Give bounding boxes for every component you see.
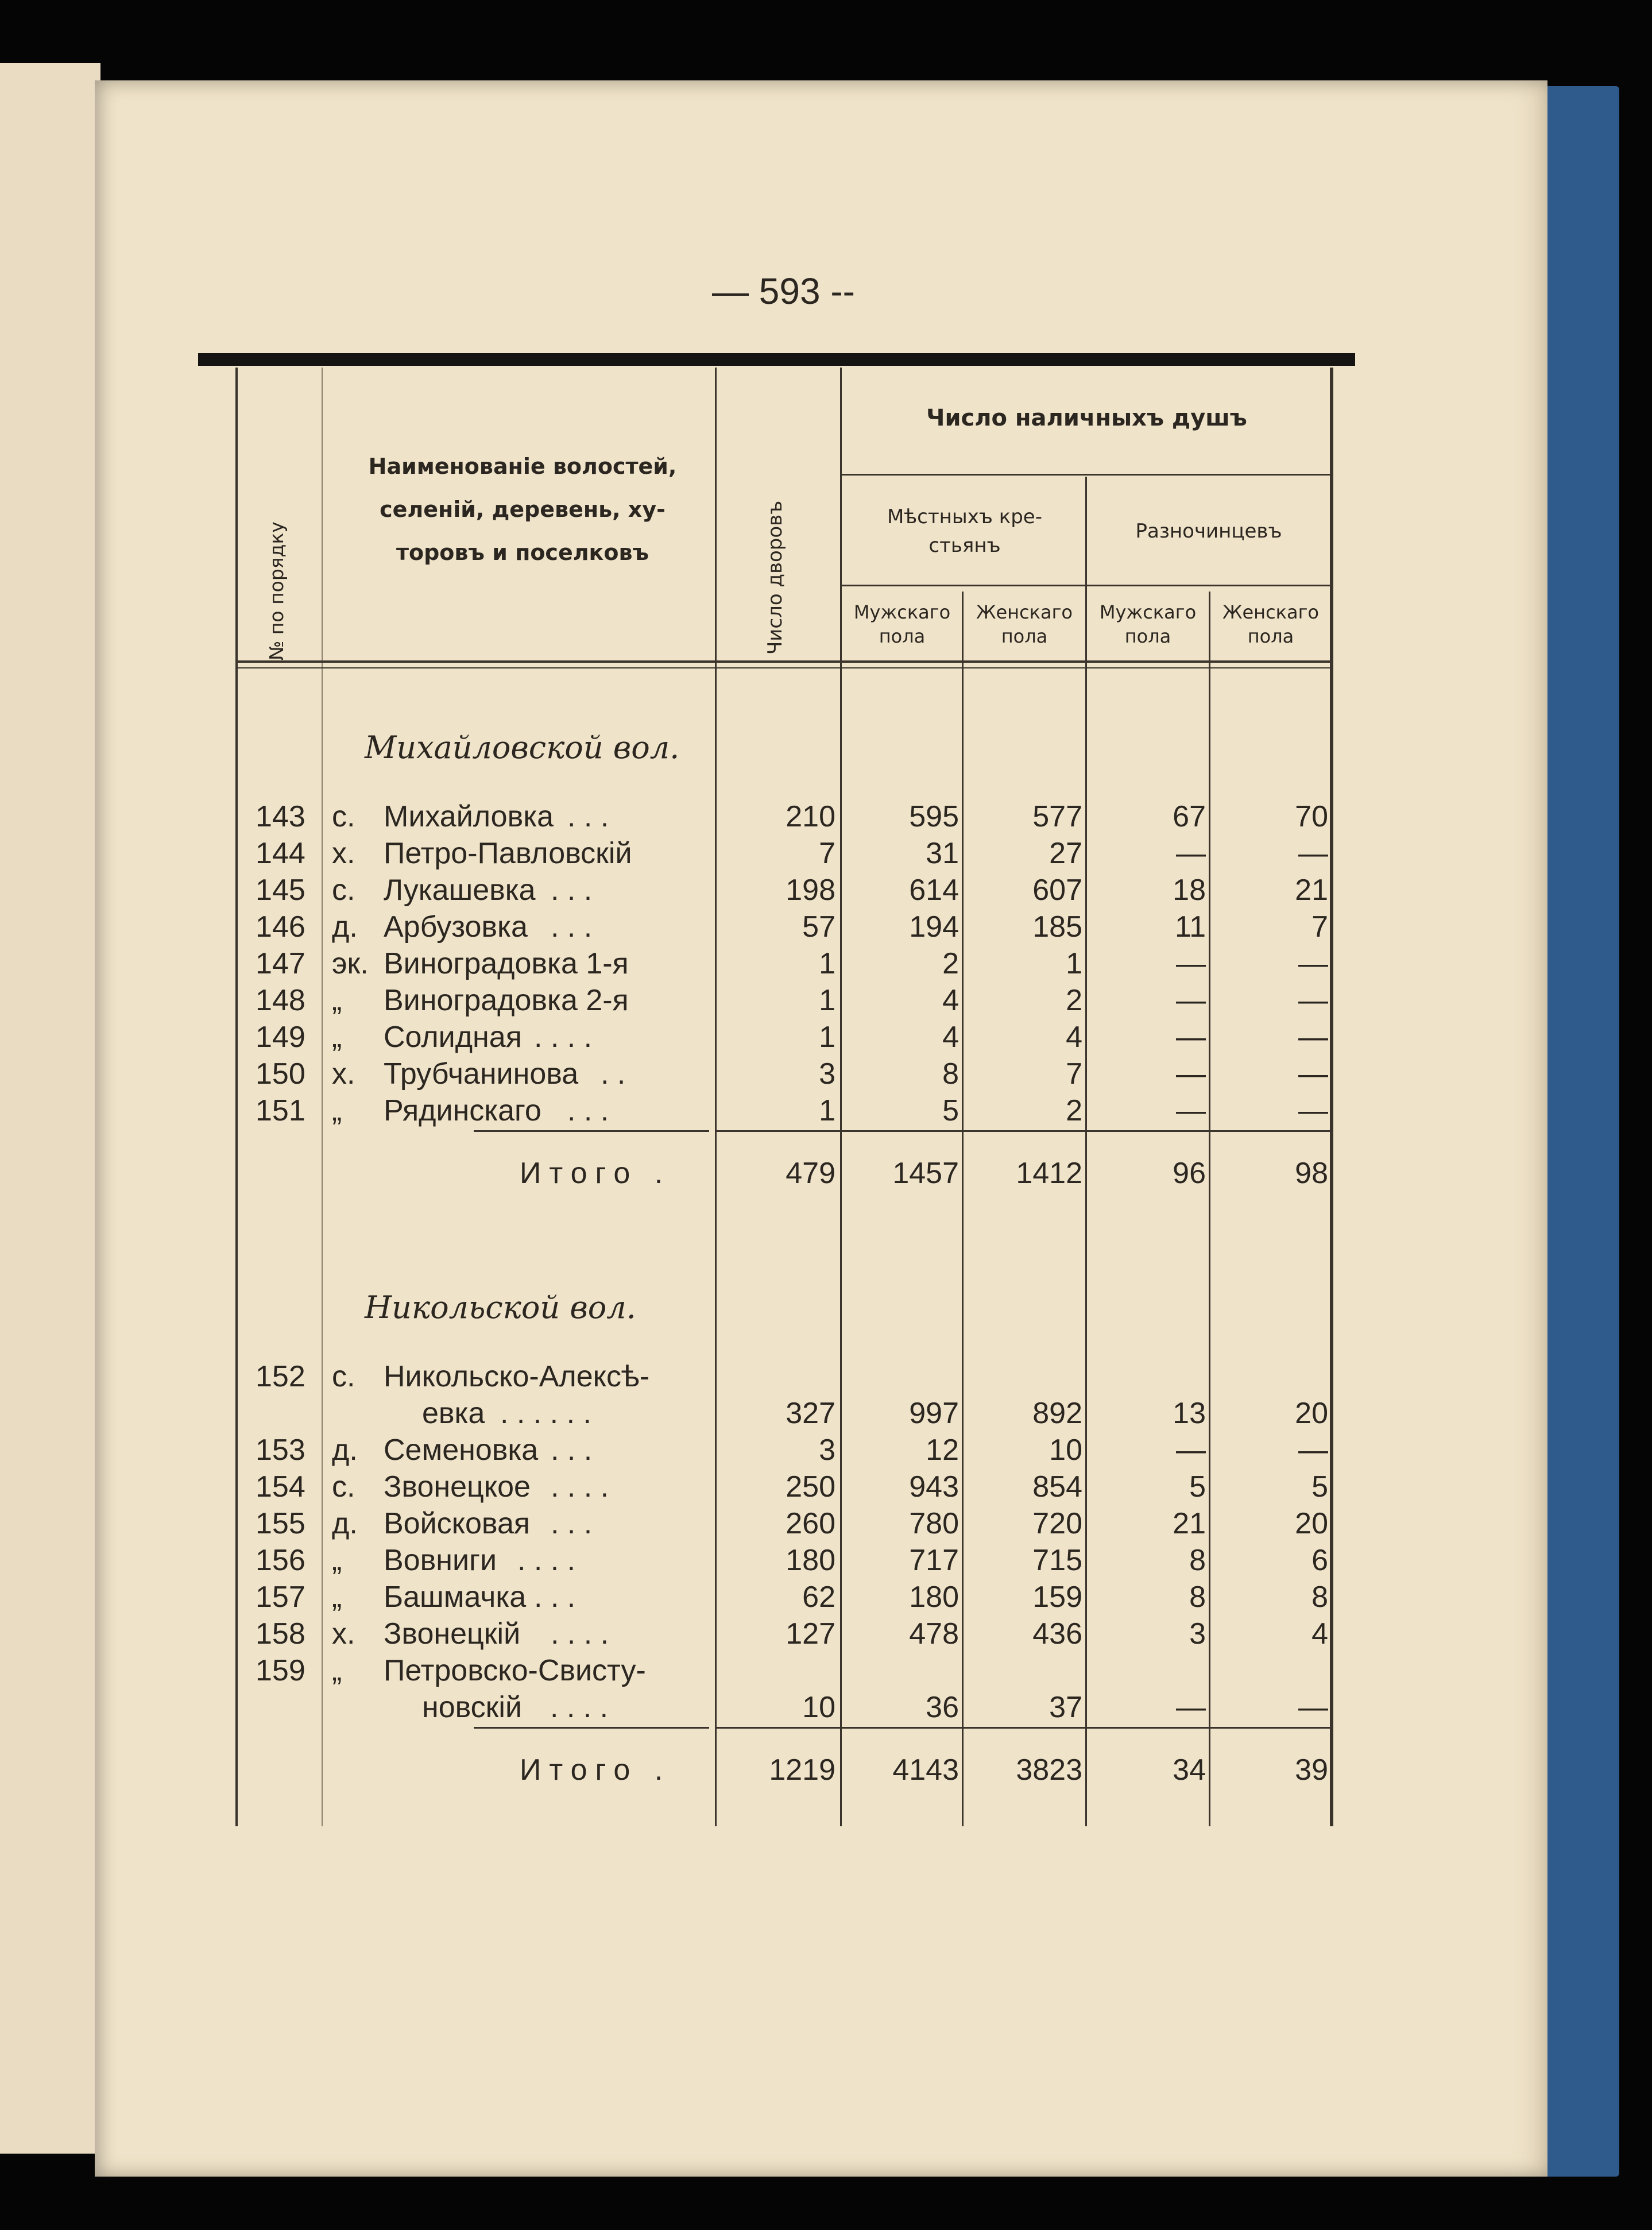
cell-razn-m: 34	[1173, 1753, 1206, 1787]
cell-local-f: 1412	[1016, 1157, 1082, 1190]
page-number: — 593 --	[712, 270, 855, 312]
cell-households: 10	[802, 1691, 835, 1724]
table-row-continued	[0, 1395, 1344, 1432]
table-row-continued	[0, 1689, 1344, 1726]
cell-local-f: 607	[1032, 874, 1082, 907]
header-col-souls: Число наличныхъ душъ	[926, 405, 1247, 431]
cell-name: Арбузовка	[384, 910, 528, 944]
cell-razn-m: —	[1176, 1057, 1206, 1091]
table-row	[0, 945, 1344, 982]
cell-razn-m: —	[1176, 1094, 1206, 1127]
cell-number: 146	[256, 910, 305, 944]
total-row	[0, 1155, 1344, 1192]
cell-local-f: 2	[1066, 1094, 1082, 1127]
cell-local-f: 715	[1032, 1544, 1082, 1577]
cell-local-f: 2	[1066, 984, 1082, 1017]
cell-razn-f: —	[1298, 1057, 1328, 1091]
cell-local-m: 1457	[892, 1157, 959, 1190]
cell-number: 153	[256, 1433, 305, 1467]
cell-local-m: 2	[942, 947, 959, 980]
cell-razn-f: —	[1298, 1691, 1328, 1724]
top-rule	[198, 353, 1355, 366]
cell-number: 148	[256, 984, 305, 1017]
cell-local-f: 4	[1066, 1021, 1082, 1054]
cell-dots: . . .	[551, 1433, 593, 1467]
cell-razn-m: —	[1176, 837, 1206, 870]
cell-prefix: х.	[332, 837, 355, 870]
cell-prefix: д.	[332, 910, 358, 944]
cell-local-m: 180	[909, 1580, 959, 1614]
table-row	[0, 1542, 1344, 1579]
table-row	[0, 982, 1344, 1019]
cell-local-m: 780	[909, 1507, 959, 1540]
table-row	[0, 1358, 1344, 1395]
cell-local-m: 4	[942, 1021, 959, 1054]
cell-razn-f: 21	[1295, 874, 1328, 907]
table-row	[0, 1468, 1344, 1505]
cell-number: 158	[256, 1617, 305, 1651]
cell-razn-m: 21	[1173, 1507, 1206, 1540]
cell-razn-m: 8	[1189, 1544, 1206, 1577]
cell-number: 150	[256, 1057, 305, 1091]
cell-local-f: 10	[1049, 1433, 1082, 1467]
cell-local-f: 7	[1066, 1057, 1082, 1091]
cell-local-m: 717	[909, 1544, 959, 1577]
cell-razn-f: —	[1298, 1433, 1328, 1467]
cell-name: Звонецкій	[384, 1617, 521, 1651]
cell-name: Звонецкое	[384, 1470, 531, 1504]
cell-households: 210	[786, 800, 835, 833]
cell-households: 250	[786, 1470, 835, 1504]
section-title: Михайловской вол.	[365, 729, 680, 766]
cell-prefix: „	[332, 1021, 342, 1054]
cell-local-f: 1	[1066, 947, 1082, 980]
cell-razn-f: —	[1298, 837, 1328, 870]
cell-name: Виноградовка 1-я	[384, 947, 629, 980]
cell-households: 180	[786, 1544, 835, 1577]
cell-local-m: 8	[942, 1057, 959, 1091]
cell-households: 7	[819, 837, 835, 870]
cell-prefix: х.	[332, 1057, 355, 1091]
cell-name-continued: евка	[422, 1397, 485, 1430]
table-row	[0, 835, 1344, 872]
cell-name: Солидная	[384, 1021, 522, 1054]
total-rule	[474, 1727, 709, 1729]
cell-households: 3	[819, 1057, 835, 1091]
cell-prefix: „	[332, 1654, 342, 1687]
cell-dots: . . .	[551, 910, 593, 944]
cell-local-m: 12	[926, 1433, 959, 1467]
table-row	[0, 909, 1344, 945]
total-label: Итого .	[520, 1753, 671, 1787]
cell-razn-m: —	[1176, 1691, 1206, 1724]
cell-dots: . . . .	[550, 1691, 609, 1724]
cell-name: Никольско-Алексѣ-	[384, 1360, 650, 1393]
cell-local-m: 4143	[892, 1753, 959, 1787]
table-row	[0, 1056, 1344, 1092]
cell-razn-m: 13	[1173, 1397, 1206, 1430]
cell-name-continued: новскій	[422, 1691, 523, 1724]
total-rule	[715, 1727, 1332, 1729]
cell-households: 1	[819, 947, 835, 980]
cell-razn-f: 4	[1311, 1617, 1328, 1651]
cell-razn-f: 7	[1311, 910, 1328, 944]
cell-razn-m: 18	[1173, 874, 1206, 907]
table-row	[0, 1019, 1344, 1056]
cell-local-f: 3823	[1016, 1753, 1082, 1787]
cell-local-f: 37	[1049, 1691, 1082, 1724]
cell-name: Петровско-Свисту-	[384, 1654, 646, 1687]
cell-households: 327	[786, 1397, 835, 1430]
cell-local-f: 720	[1032, 1507, 1082, 1540]
cell-number: 149	[256, 1021, 305, 1054]
cell-local-m: 31	[926, 837, 959, 870]
cell-number: 159	[256, 1654, 305, 1687]
cell-razn-m: 96	[1173, 1157, 1206, 1190]
cell-local-m: 943	[909, 1470, 959, 1504]
table-row	[0, 1579, 1344, 1616]
cell-prefix: д.	[332, 1433, 358, 1467]
header-rule	[840, 585, 1331, 586]
cell-number: 147	[256, 947, 305, 980]
table-row	[0, 1092, 1344, 1129]
cell-local-m: 595	[909, 800, 959, 833]
header-rule	[840, 474, 1331, 476]
header-bottom-rule	[235, 660, 1332, 663]
cell-households: 3	[819, 1433, 835, 1467]
cell-razn-f: 98	[1295, 1157, 1328, 1190]
cell-dots: . . . .	[517, 1544, 576, 1577]
cell-razn-f: 6	[1311, 1544, 1328, 1577]
cell-razn-f: 20	[1295, 1507, 1328, 1540]
cell-dots: . . .	[567, 1094, 609, 1127]
header-col-households: Число дворовъ	[764, 500, 787, 655]
cell-households: 57	[802, 910, 835, 944]
cell-name: Петро-Павловскій	[384, 837, 632, 870]
cell-name: Виноградовка 2-я	[384, 984, 629, 1017]
total-label: Итого .	[520, 1157, 671, 1190]
cell-number: 155	[256, 1507, 305, 1540]
cell-prefix: „	[332, 1580, 342, 1614]
cell-dots: . . .	[534, 1580, 576, 1614]
header-razn-male: Мужскаго пола	[1099, 601, 1197, 647]
cell-razn-f: 8	[1311, 1580, 1328, 1614]
header-razn-female: Женскаго пола	[1222, 601, 1319, 647]
cell-local-m: 614	[909, 874, 959, 907]
cell-number: 144	[256, 837, 305, 870]
cell-households: 198	[786, 874, 835, 907]
cell-local-f: 892	[1032, 1397, 1082, 1430]
cell-number: 151	[256, 1094, 305, 1127]
cell-dots: . . .	[551, 874, 593, 907]
table-row	[0, 1432, 1344, 1468]
cell-dots: . . . .	[551, 1617, 609, 1651]
cell-number: 157	[256, 1580, 305, 1614]
cell-households: 260	[786, 1507, 835, 1540]
cell-razn-m: —	[1176, 1021, 1206, 1054]
cell-households: 1	[819, 1094, 835, 1127]
header-col-local: Мѣстныхъ кре- стьянъ	[887, 505, 1042, 557]
cell-razn-f: 5	[1311, 1470, 1328, 1504]
cell-razn-m: —	[1176, 947, 1206, 980]
cell-name: Лукашевка	[384, 874, 536, 907]
cell-households: 127	[786, 1617, 835, 1651]
table-row	[0, 1652, 1344, 1689]
cell-razn-f: 39	[1295, 1753, 1328, 1787]
cell-dots: . . .	[567, 800, 609, 833]
cell-local-m: 997	[909, 1397, 959, 1430]
cell-razn-m: —	[1176, 1433, 1206, 1467]
cell-razn-m: 11	[1175, 910, 1206, 944]
cell-local-f: 159	[1032, 1580, 1082, 1614]
table-row	[0, 1505, 1344, 1542]
cell-razn-f: 20	[1295, 1397, 1328, 1430]
cell-razn-m: 3	[1189, 1617, 1206, 1651]
cell-name: Михайловка	[384, 800, 554, 833]
cell-razn-f: 70	[1295, 800, 1328, 833]
cell-razn-m: —	[1176, 984, 1206, 1017]
cell-dots: . . . . . .	[500, 1397, 591, 1430]
table-row	[0, 1616, 1344, 1652]
cell-razn-f: —	[1298, 1021, 1328, 1054]
section-title: Никольской вол.	[365, 1289, 636, 1325]
cell-razn-m: 67	[1173, 800, 1206, 833]
cell-local-m: 5	[942, 1094, 959, 1127]
cell-prefix: д.	[332, 1507, 358, 1540]
cell-local-m: 36	[926, 1691, 959, 1724]
cell-local-f: 854	[1032, 1470, 1082, 1504]
cell-prefix: эк.	[332, 947, 369, 980]
cell-prefix: с.	[332, 1360, 355, 1393]
cell-local-f: 27	[1049, 837, 1082, 870]
header-col-order: № по порядку	[265, 521, 288, 660]
cell-number: 154	[256, 1470, 305, 1504]
cell-name: Рядинскаго	[384, 1094, 541, 1127]
cell-prefix: „	[332, 984, 342, 1017]
header-local-male: Мужскаго пола	[853, 601, 951, 647]
cell-name: Башмачка	[384, 1580, 527, 1614]
header-col-name: Наименованіе волостей, селеній, деревень, ху- торовъ и поселковъ	[368, 454, 677, 565]
cell-local-f: 436	[1032, 1617, 1082, 1651]
cell-number: 156	[256, 1544, 305, 1577]
cell-prefix: с.	[332, 874, 355, 907]
table-row	[0, 872, 1344, 909]
total-row	[0, 1752, 1344, 1788]
header-col-raznochintsy: Разночинцевъ	[1135, 520, 1282, 543]
cell-name: Вовниги	[384, 1544, 497, 1577]
cell-number: 143	[256, 800, 305, 833]
cell-dots: . . .	[551, 1507, 593, 1540]
cell-households: 479	[786, 1157, 835, 1190]
cell-prefix: „	[332, 1544, 342, 1577]
cell-number: 152	[256, 1360, 305, 1393]
cell-dots: . . . .	[534, 1021, 593, 1054]
cell-households: 1	[819, 984, 835, 1017]
table-row	[0, 798, 1344, 835]
cell-local-m: 478	[909, 1617, 959, 1651]
cell-razn-m: 5	[1189, 1470, 1206, 1504]
cell-name: Войсковая	[384, 1507, 531, 1540]
cell-prefix: „	[332, 1094, 342, 1127]
cell-dots: . . . .	[551, 1470, 609, 1504]
cell-name: Семеновка	[384, 1433, 539, 1467]
cell-households: 1	[819, 1021, 835, 1054]
cell-razn-f: —	[1298, 1094, 1328, 1127]
header-bottom-rule	[235, 667, 1332, 668]
cell-households: 1219	[769, 1753, 835, 1787]
cell-prefix: х.	[332, 1617, 355, 1651]
cell-local-m: 4	[942, 984, 959, 1017]
cell-razn-f: —	[1298, 984, 1328, 1017]
cell-number: 145	[256, 874, 305, 907]
cell-name: Трубчанинова	[384, 1057, 579, 1091]
cell-local-f: 185	[1032, 910, 1082, 944]
cell-prefix: с.	[332, 800, 355, 833]
cell-razn-m: 8	[1189, 1580, 1206, 1614]
cell-razn-f: —	[1298, 947, 1328, 980]
header-local-female: Женскаго пола	[976, 601, 1073, 647]
total-rule	[715, 1130, 1332, 1132]
cell-dots: . .	[601, 1057, 626, 1091]
cell-local-m: 194	[909, 910, 959, 944]
total-rule	[474, 1130, 709, 1132]
cell-households: 62	[802, 1580, 835, 1614]
cell-local-f: 577	[1032, 800, 1082, 833]
cell-prefix: с.	[332, 1470, 355, 1504]
